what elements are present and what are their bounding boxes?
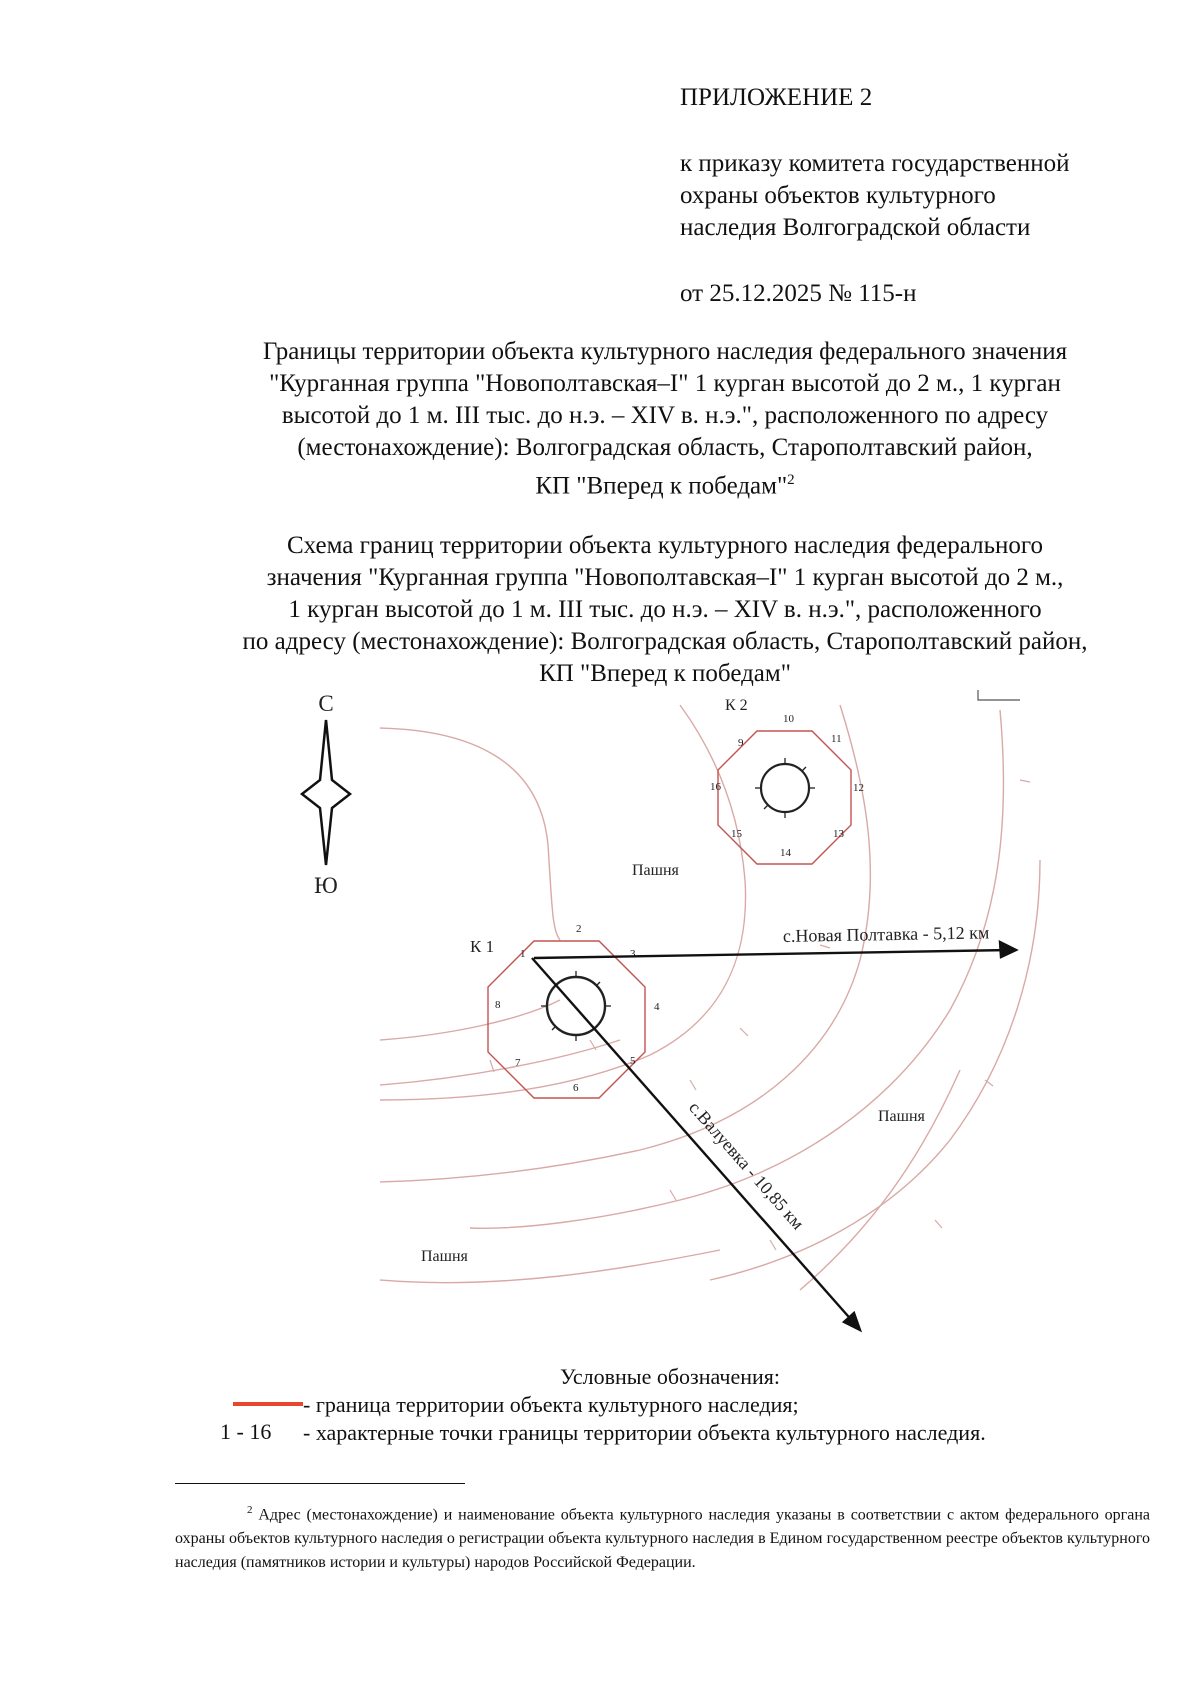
footnote-number: 2 — [247, 1504, 253, 1516]
point-11-label: 11 — [831, 733, 842, 745]
scheme-title-line: значения "Курганная группа "Новополтавская–I" 1 курган высотой до 2 м., — [266, 564, 1064, 591]
mound-k2-boundary — [718, 731, 851, 864]
point-5-label: 5 — [630, 1055, 636, 1067]
mound-k1-boundary — [488, 941, 645, 1098]
arrow-valuevka — [532, 958, 855, 1324]
point-4-label: 4 — [654, 1001, 660, 1013]
footnote — [175, 1498, 1150, 1575]
grid-corner-mark — [978, 690, 1020, 700]
field-label: Пашня — [421, 1248, 468, 1265]
compass-north-label: С — [318, 691, 334, 716]
compass-rose-icon — [302, 720, 350, 865]
point-9-label: 9 — [738, 737, 744, 749]
order-line: к приказу комитета государственной — [680, 150, 1070, 177]
footnote-text: Адрес (местонахождение) и наименование объекта культурного наследия указаны в соответствии с актом федерального органа охраны объектов культурного наследия о регистрации объекта культурного наследия в Едином государственном реестре объектов культурного наследия (памятников истории и культуры) народов Российской Федерации. — [175, 1506, 1151, 1572]
point-12-label: 12 — [853, 782, 864, 794]
footnote-ref: 2 — [787, 472, 795, 488]
title-line: КП "Вперед к победам"$^2$ — [535, 472, 795, 500]
point-1-label: 1 — [520, 948, 526, 960]
point-16-label: 16 — [710, 781, 721, 793]
legend-points-desc: - характерные точки границы территории объекта культурного наследия. — [303, 1420, 986, 1445]
mound-k2-point-labels — [710, 713, 864, 859]
order-date-number: от 25.12.2025 № 115-н — [680, 280, 917, 307]
mound-k1-label: К 1 — [470, 937, 495, 956]
scheme-title-line: КП "Вперед к победам" — [539, 660, 791, 687]
mound-k2 — [718, 731, 851, 864]
point-15-label: 15 — [731, 828, 742, 840]
mound-k2-label: К 2 — [725, 697, 748, 714]
direction-new-poltavka-label: с.Новая Полтавка - 5,12 км — [782, 922, 990, 946]
point-7-label: 7 — [515, 1057, 521, 1069]
point-2-label: 2 — [576, 923, 582, 935]
arrow-new-poltavka — [534, 950, 1010, 958]
mound-k1 — [488, 941, 645, 1098]
mound-k2-circle — [761, 764, 809, 812]
point-3-label: 3 — [630, 948, 636, 960]
legend-heading: Условные обозначения: — [559, 1364, 781, 1389]
legend-boundary-desc: - граница территории объекта культурного наследия; — [303, 1392, 799, 1417]
title-line: высотой до 1 м. III тыс. до н.э. – XIV в. н.э.", расположенного по адресу — [281, 402, 1049, 429]
scheme-title-line: Схема границ территории объекта культурного наследия федерального — [286, 532, 1044, 559]
title-line: "Курганная группа "Новополтавская–I" 1 курган высотой до 2 м., 1 курган — [269, 370, 1061, 397]
field-label: Пашня — [878, 1108, 925, 1125]
point-13-label: 13 — [833, 828, 844, 840]
order-line: наследия Волгоградской области — [680, 214, 1031, 241]
appendix-label: ПРИЛОЖЕНИЕ 2 — [680, 84, 873, 111]
point-6-label: 6 — [573, 1082, 579, 1094]
scheme-title-line: 1 курган высотой до 1 м. III тыс. до н.э. – XIV в. н.э.", расположенного — [288, 596, 1042, 623]
title-line: Границы территории объекта культурного наследия федерального значения — [262, 338, 1068, 365]
field-label: Пашня — [632, 862, 679, 879]
point-8-label: 8 — [495, 999, 501, 1011]
direction-valuevka-label: с.Валуевка - 10,85 км — [684, 1097, 809, 1234]
point-14-label: 14 — [780, 847, 791, 859]
compass-south-label: Ю — [314, 873, 338, 898]
legend-points-symbol: 1 - 16 — [220, 1419, 272, 1444]
order-line: охраны объектов культурного — [680, 182, 996, 209]
arrow-new-poltavka-head — [1000, 942, 1016, 957]
scheme-title-line: по адресу (местонахождение): Волгоградская область, Старополтавский район, — [242, 628, 1088, 655]
title-line: (местонахождение): Волгоградская область, Старополтавский район, — [297, 434, 1033, 461]
point-10-label: 10 — [783, 713, 794, 725]
footnote-separator — [175, 1483, 465, 1484]
legend-boundary-line-sample — [233, 1402, 303, 1406]
